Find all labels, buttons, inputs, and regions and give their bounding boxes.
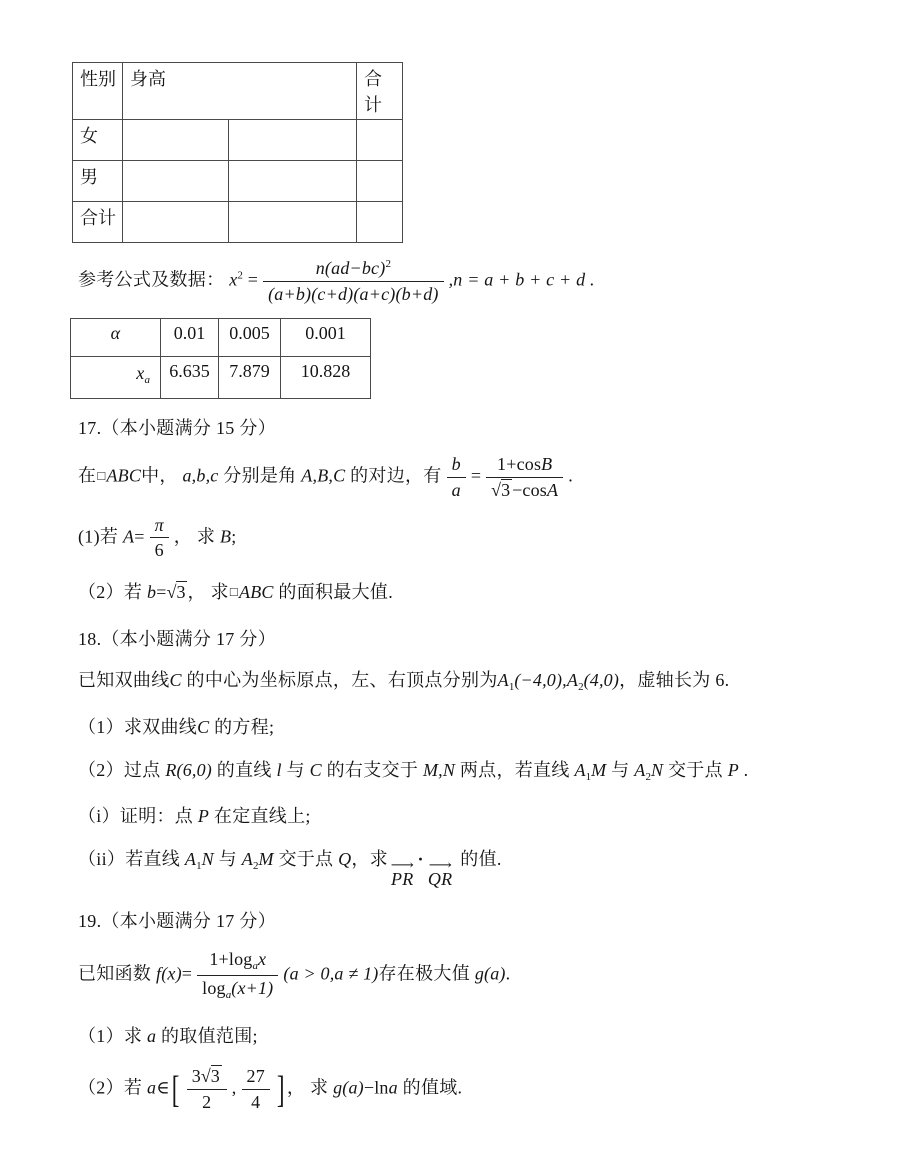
cn-text: ， 求 xyxy=(173,526,220,547)
subscript-2: 2 xyxy=(578,681,584,694)
denominator-var: A xyxy=(547,480,559,501)
cn-text: 分别是角 xyxy=(218,465,302,486)
a-var: a xyxy=(388,1077,398,1098)
empty-cell xyxy=(123,202,229,243)
cn-text: 存在极大值 xyxy=(378,963,475,984)
question-19-heading: 19.（本小题满分 17 分） xyxy=(78,911,276,932)
empty-cell xyxy=(229,120,357,161)
curve-C-var: C xyxy=(169,670,182,691)
empty-cell xyxy=(229,202,357,243)
denominator: 4 xyxy=(251,1092,261,1113)
cn-text: 的对边，有 xyxy=(345,465,442,486)
numerator-text: 1+cos xyxy=(497,454,542,475)
point-Q-var: Q xyxy=(338,849,352,870)
table-row xyxy=(73,63,403,120)
angle-A-var: A xyxy=(123,526,135,547)
vector-PR-label: PR xyxy=(390,869,414,890)
empty-cell xyxy=(357,120,403,161)
coefficient: 3 xyxy=(191,1066,201,1087)
point-P-var: P xyxy=(197,806,210,827)
empty-cell xyxy=(357,202,403,243)
alpha-critical-values-table xyxy=(70,318,371,399)
header-cell-height: 身高 xyxy=(123,63,357,120)
sqrt-3 xyxy=(167,581,188,602)
vertex-A2-coords: (4,0) xyxy=(583,670,620,691)
cn-text: 在定直线上; xyxy=(209,806,311,827)
question-18-part-2ii xyxy=(78,846,850,888)
denominator-arg: (x+1) xyxy=(231,977,274,998)
equals-sign: = xyxy=(247,269,259,290)
numerator-exponent: 2 xyxy=(385,258,391,270)
function-ga: g(a) xyxy=(333,1077,364,1098)
table-row xyxy=(73,120,403,161)
radicand: 3 xyxy=(176,582,186,603)
side-vars: a,b,c xyxy=(182,465,219,486)
question-18-part-1 xyxy=(78,714,850,741)
cos-fraction xyxy=(486,454,563,500)
cn-text: 与 xyxy=(213,849,242,870)
subscript-1: 1 xyxy=(585,770,592,783)
vertex-A1: A xyxy=(497,670,509,691)
cn-text: 在 xyxy=(78,465,97,486)
x-alpha-label-cell xyxy=(71,357,161,399)
chi-squared-fraction xyxy=(263,258,444,304)
cn-text: 的面积最大值. xyxy=(273,582,394,603)
numerator: b xyxy=(447,454,466,478)
cn-text: 已知函数 xyxy=(78,963,156,984)
cn-text: 交于点 xyxy=(663,759,728,780)
a-var: a xyxy=(147,1026,157,1047)
radical-sign: √ xyxy=(491,480,502,501)
cn-text: （1）求双曲线 xyxy=(78,716,198,737)
function-ga: g(a) xyxy=(474,963,506,984)
radical-sign: √ xyxy=(200,1066,211,1087)
question-18-part-2 xyxy=(78,757,850,786)
reference-formula-line xyxy=(78,256,850,306)
header-cell-gender: 性别 xyxy=(73,63,123,120)
sqrt-3 xyxy=(201,1065,222,1086)
points-MN: M,N xyxy=(422,759,456,780)
cn-text: 中， xyxy=(141,465,183,486)
alpha-value-cell: 0.01 xyxy=(161,319,219,357)
line-l-var: l xyxy=(276,759,282,780)
question-18-intro xyxy=(78,667,850,696)
question-19-part-1 xyxy=(78,1023,850,1050)
table-row xyxy=(71,357,371,399)
question-17-part-2 xyxy=(78,579,850,606)
empty-cell xyxy=(123,161,229,202)
side-b-var: b xyxy=(147,582,157,603)
numerator: π xyxy=(150,515,169,539)
question-19-intro xyxy=(78,947,850,1003)
log-base-a: a xyxy=(252,960,258,973)
cn-text: ， 求 xyxy=(286,1077,334,1098)
alpha-value-cell: 0.001 xyxy=(281,319,371,357)
numerator-text: 1+log xyxy=(209,949,253,970)
cn-text: 的取值范围; xyxy=(156,1026,258,1047)
vector-arrow-icon: ⟶ xyxy=(428,857,452,873)
question-18-part-2i xyxy=(78,803,850,830)
row-label-total: 合计 xyxy=(73,202,123,243)
cn-text: ，虚轴长为 6. xyxy=(619,670,730,691)
chi-squared-var: x xyxy=(229,269,238,290)
numerator: 27 xyxy=(242,1066,270,1090)
question-17-intro xyxy=(78,452,850,502)
lower-bound-fraction xyxy=(187,1066,227,1112)
period: . xyxy=(505,963,511,984)
upper-bound-fraction xyxy=(242,1066,270,1112)
denominator: 2 xyxy=(202,1092,212,1113)
denominator: (a+b)(c+d)(a+c)(b+d) xyxy=(268,283,439,304)
question-19-part-2 xyxy=(78,1064,850,1114)
cn-text: 与 xyxy=(606,759,635,780)
equals-sign: = xyxy=(134,526,145,547)
row-label-male: 男 xyxy=(73,161,123,202)
empty-cell xyxy=(229,161,357,202)
point-M-var: M xyxy=(591,759,607,780)
subscript-1: 1 xyxy=(196,860,202,873)
period: . xyxy=(568,465,573,486)
exponent: 2 xyxy=(237,269,243,282)
cn-text: （1）求 xyxy=(78,1026,147,1047)
reference-label: 参考公式及数据： xyxy=(78,269,230,290)
minus-ln: −ln xyxy=(363,1077,389,1098)
point-M-var: M xyxy=(258,849,274,870)
log-fraction xyxy=(197,949,278,1001)
numerator xyxy=(197,949,278,976)
denominator: a xyxy=(451,480,461,501)
subscript-2: 2 xyxy=(252,860,259,873)
semicolon: ; xyxy=(231,526,237,547)
table-row xyxy=(71,319,371,357)
denominator xyxy=(486,478,563,501)
numerator xyxy=(187,1066,227,1090)
point-R: R(6,0) xyxy=(165,759,212,780)
radical-sign: √ xyxy=(166,582,177,603)
table-row xyxy=(73,161,403,202)
critical-value-cell: 10.828 xyxy=(281,357,371,399)
critical-value-cell: 7.879 xyxy=(219,357,281,399)
pi-over-6-fraction xyxy=(150,515,169,561)
cn-text: （2）过点 xyxy=(78,759,166,780)
empty-cell xyxy=(357,161,403,202)
cn-text: （i）证明：点 xyxy=(78,806,198,827)
radicand: 3 xyxy=(501,480,511,501)
numerator-var: B xyxy=(541,454,553,475)
cn-text: （2）若 xyxy=(78,582,147,603)
element-of-sign: ∈ xyxy=(156,1077,170,1098)
point-N-var: N xyxy=(201,849,214,870)
left-bracket: [ xyxy=(171,1068,180,1111)
vector-QR xyxy=(427,857,453,890)
vector-PR xyxy=(390,857,415,890)
right-bracket: ] xyxy=(276,1068,285,1111)
gender-height-table xyxy=(72,62,403,243)
dot-product-sign: · xyxy=(417,849,424,870)
alpha-label-cell: α xyxy=(71,319,161,357)
vector-QR-label: QR xyxy=(427,869,453,890)
sqrt-3 xyxy=(491,479,512,500)
cn-text: 的直线 xyxy=(212,759,277,780)
equals-sign: = xyxy=(156,582,167,603)
cn-text: 的值. xyxy=(455,849,502,870)
cn-text: 交于点 xyxy=(273,849,339,870)
equals-sign: = xyxy=(470,465,482,486)
point-N-var: N xyxy=(650,759,664,780)
denominator-text: log xyxy=(202,977,226,998)
cn-text: （ii）若直线 xyxy=(78,849,185,870)
header-cell-total: 合计 xyxy=(357,63,403,120)
curve-C-var: C xyxy=(197,716,210,737)
triangle-name: ABC xyxy=(106,465,142,486)
numerator-var: x xyxy=(257,949,267,970)
subscript-1: 1 xyxy=(508,681,515,694)
x-subscript: a xyxy=(144,374,150,387)
vertex-A2: A xyxy=(566,670,579,691)
table-row xyxy=(73,202,403,243)
alpha-value-cell: 0.005 xyxy=(219,319,281,357)
angle-vars: A,B,C xyxy=(301,465,346,486)
cn-text: 的方程; xyxy=(209,716,275,737)
cn-text: 的右支交于 xyxy=(321,759,423,780)
function-fx: f(x) xyxy=(156,963,182,984)
domain-condition: (a > 0,a ≠ 1) xyxy=(283,963,379,984)
cn-text: ，求 xyxy=(351,849,388,870)
denominator-text: −cos xyxy=(512,480,548,501)
vector-arrow-icon: ⟶ xyxy=(390,857,415,873)
period: . xyxy=(738,759,749,780)
question-17-heading: 17.（本小题满分 15 分） xyxy=(78,418,276,439)
line-A1N: A xyxy=(184,849,197,870)
radicand: 3 xyxy=(210,1066,220,1087)
cn-text: 的中心为坐标原点，左、右顶点分别为 xyxy=(181,670,498,691)
denominator xyxy=(197,976,278,1002)
numerator-body: n(ad−bc) xyxy=(315,258,386,278)
x-symbol: x xyxy=(136,363,145,384)
cn-text: (1)若 xyxy=(78,526,123,547)
subscript-2: 2 xyxy=(645,770,651,783)
numerator xyxy=(263,258,444,282)
curve-C-var: C xyxy=(309,759,322,780)
log-base-a: a xyxy=(225,988,232,1001)
triangle-placeholder-box: □ xyxy=(229,584,239,600)
question-18-heading: 18.（本小题满分 17 分） xyxy=(78,629,276,650)
row-label-female: 女 xyxy=(73,120,123,161)
vertex-A1-coords: (−4,0), xyxy=(514,670,567,691)
triangle-placeholder-box: □ xyxy=(97,467,106,483)
equals-sign: = xyxy=(181,963,193,984)
comma: , xyxy=(231,1077,237,1098)
denominator: 6 xyxy=(154,540,164,561)
question-17-part-1 xyxy=(78,513,850,563)
cn-text: 的值域. xyxy=(397,1077,463,1098)
a-var: a xyxy=(147,1077,157,1098)
line-A1M: A xyxy=(574,759,586,780)
n-definition: ,n = a + b + c + d . xyxy=(448,269,595,290)
angle-B-var: B xyxy=(219,526,232,547)
b-over-a-fraction xyxy=(447,454,466,500)
line-A2M: A xyxy=(241,849,253,870)
critical-value-cell: 6.635 xyxy=(161,357,219,399)
cn-text: 已知双曲线 xyxy=(78,670,170,691)
cn-text: 与 xyxy=(281,759,310,780)
line-A2N: A xyxy=(634,759,646,780)
point-P-var: P xyxy=(727,759,739,780)
numerator xyxy=(486,454,563,478)
triangle-name: ABC xyxy=(239,582,274,603)
cn-text: （2）若 xyxy=(78,1077,147,1098)
cn-text: 两点，若直线 xyxy=(455,759,575,780)
cn-text: ， 求 xyxy=(187,582,229,603)
empty-cell xyxy=(123,120,229,161)
